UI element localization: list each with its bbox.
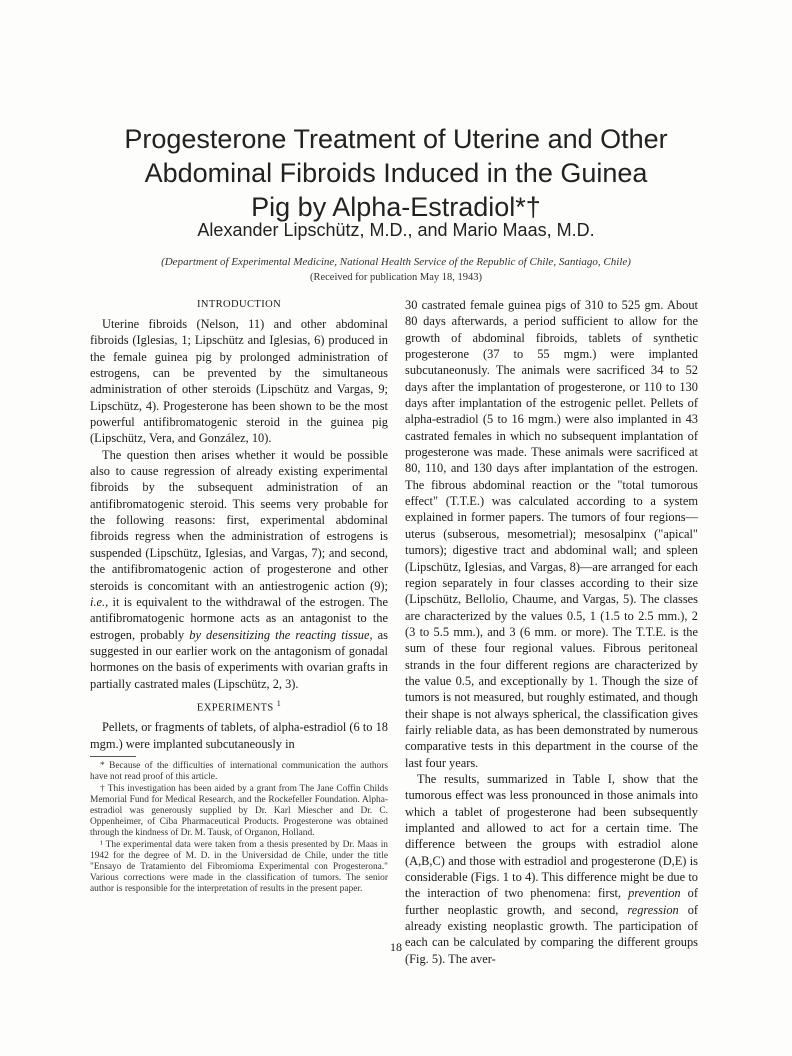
paragraph: Pellets, or fragments of tablets, of alpha-estradiol (6 to 18 mgm.) were implanted subcutaneously in [90,720,388,751]
text-run: of already existing neoplastic growth. The participation of each can be calculated by comparing the different groups (Fig. 5). The aver- [405,902,699,966]
paragraph [405,771,698,967]
author-line: Alexander Lipschütz, M.D., and Mario Maas, M.D. [197,220,595,240]
emphasis: prevention [628,886,681,901]
text-run: of further neoplastic growth, and second, [405,886,699,917]
text-run: it is equivalent to the withdrawal of the estrogen. The antifibromatogenic hormone acts as an antagonist to the estrogen, probably [90,594,388,642]
text-run: The results, summarized in Table I, show that the tumorous effect was less pronounced in those animals into which a tablet of progesterone had been subsequently implanted and allowed to act for a certain time. The difference between the groups with estradiol alone (A,B,C) and those with estradiol and progesterone (D,E) is considerable (Figs. 1 to 4). This difference might be due to the interaction of two phenomena: first, [405,771,698,901]
footnotes [90,761,388,895]
paragraph: 30 castrated female guinea pigs of 310 to 525 gm. About 80 days afterwards, a period sufficient to allow for the growth of abdominal fibroids, tablets of synthetic progesterone (37 to 55 mgm.) were implanted subcutaneonusly. The animals were sacrificed 34 to 52 days after the implantation of progesterone, or 110 to 130 days after implantation of the estrogenic pellet. Pellets of alpha-estradiol (5 to 16 mgm.) were also implanted in 43 castrated females in which no subsequent implantation of progesterone was made. These animals were sacrificed at 80, 110, and 130 days after implantation of the estrogen. The fibrous abdominal reaction or the "total tumorous effect" (T.T.E.) was calculated according to a system explained in former papers. The tumors of four regions—uterus (subserous, mesometrial); mesosalpinx ("apical" tumors); digestive tract and abdominal wall; and spleen (Lipschütz, Iglesias, and Vargas, 8)—are arranged for each region separately in four classes according to their size (Lipschütz, Bellolio, Chaume, and Vargas, 5). The classes are characterized by the values 0.5, 1 (1.5 to 2.5 mm.), 2 (3 to 5.5 mm.), and 3 (6 mm. or more). The T.T.E. is the sum of these four regional values. Fibrous peritoneal strands in the four different regions are characterized by the value 0.5, and exceptionally by 1. Though the size of tumors is not measured, but roughly estimated, and though their shape is not always spherical, the classification gives fairly reliable data, as has been demonstrated by numerous comparative tests in this department in the course of the last four years. [405,298,698,770]
paragraph [90,447,388,692]
footnote: ¹ The experimental data were taken from a thesis presented by Dr. Maas in 1942 for the degree of M. D. in the Universidad de Chile, under the title "Ensayo de Tratamiento del Fibromioma Experimental con Progesterona." Various corrections were made in the classification of tumors. The senior author is responsible for the interpretation of results in the present paper. [90,839,388,895]
article-title [110,122,682,224]
footnote-marker: 1 [276,698,282,708]
text-run: The question then arises whether it would be possible also to cause regression of already existing experimental fibroids by the subsequent administration of an antifibromatogenic steroid. This seems very probable for the following reasons: first, experimental abdominal fibroids regress when the administration of estrogens is suspended (Lipschütz, Iglesias, and Vargas, 7); and second, the antifibromatogenic action of progesterone and other steroids is concomitant with an antiestrogenic action (9); [90,447,388,593]
text-run: as suggested in our earlier work on the antagonism of gonadal hormones on the basis of experiments with ovarian grafts in partially castrated males (Lipschütz, 2, 3). [90,627,388,691]
heading-text: EXPERIMENTS [196,702,274,714]
title-line: Abdominal Fibroids Induced in the Guinea [144,158,648,188]
right-column [405,297,698,967]
page-number: 18 [390,940,402,954]
section-heading-introduction: INTRODUCTION [196,299,282,310]
footnote-divider [90,756,136,757]
paragraph: Uterine fibroids (Nelson, 11) and other abdominal fibroids (Iglesias, 1; Lipschütz and Iglesias, 6) produced in the female guinea pig by prolonged administration of estrogens, can be prevented by the simultaneous administration of other steroids (Lipschütz and Vargas, 9; Lipschütz, 4). Progesterone has been shown to be the most powerful antifibromatogenic steroid in the guinea pig (Lipschütz, Vera, and González, 10). [90,317,388,446]
affiliation: (Department of Experimental Medicine, National Health Service of the Republic of Chile, Santiago, Chile) [161,256,631,268]
received-date: (Received for publication May 18, 1943) [309,272,483,283]
section-heading-experiments [90,696,388,716]
title-line: Progesterone Treatment of Uterine and Other [124,124,668,154]
footnote: † This investigation has been aided by a grant from The Jane Coffin Childs Memorial Fund for Medical Research, and the Rockefeller Foundation. Alpha-estradiol was generously supplied by Dr. Karl Miescher and Dr. C. Oppenheimer, of Ciba Pharmaceutical Products. Progesterone was obtained through the kindness of Dr. M. Tausk, of Organon, Holland. [90,783,388,839]
title-line: Pig by Alpha-Estradiol*† [251,192,541,222]
emphasis: i.e., [90,594,109,609]
emphasis: by desensitizing the reacting tissue, [189,627,373,642]
emphasis: regression [627,902,679,917]
left-column [90,297,388,896]
footnote: * Because of the difficulties of international communication the authors have not read proof of this article. [90,761,388,783]
